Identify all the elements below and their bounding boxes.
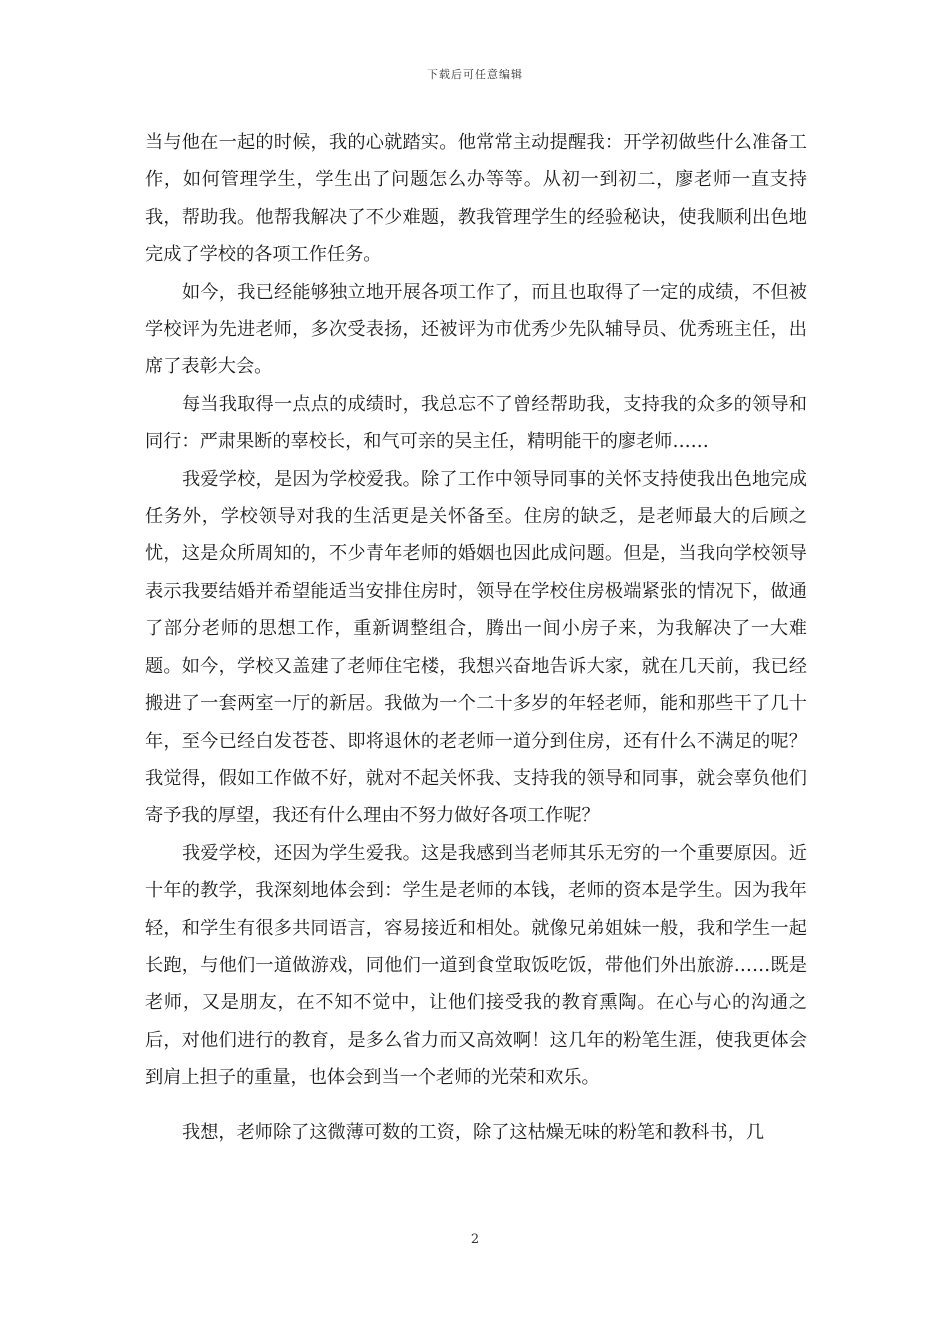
document-body	[145, 124, 807, 1151]
page-header: 下载后可任意编辑	[427, 68, 523, 81]
paragraph-gratitude: 每当我取得一点点的成绩时，我总忘不了曾经帮助我，支持我的众多的领导和同行：严肃果断的辜校长，和气可亲的吴主任，精明能干的廖老师……	[145, 393, 807, 453]
page-number: 2	[470, 1232, 480, 1247]
paragraph-achievements: 如今，我已经能够独立地开展各项工作了，而且也取得了一定的成绩，不但被学校评为先进老师，多次受表扬，还被评为市优秀少先队辅导员、优秀班主任，出席了表彰大会。	[145, 281, 807, 378]
paragraph-closing-start: 我想，老师除了这微薄可数的工资，除了这枯燥无味的粉笔和教科书，几	[182, 1121, 765, 1143]
paragraph-school-loves-me: 我爱学校，是因为学校爱我。除了工作中领导同事的关怀支持使我出色地完成任务外，学校领导对我的生活更是关怀备至。住房的缺乏，是老师最大的后顾之忧，这是众所周知的，不少青年老师的婚姻也因此成问题。但是，当我向学校领导表示我要结婚并希望能适当安排住房时，领导在学校住房极端紧张的情况下，做通了部分老师的思想工作，重新调整组合，腾出一间小房子来，为我解决了一大难题。如今，学校又盖建了老师住宅楼，我想兴奋地告诉大家，就在几天前，我已经搬进了一套两室一厅的新居。我做为一个二十多岁的年轻老师，能和那些干了几十年，至今已经白发苍苍、即将退休的老老师一道分到住房，还有什么不满足的呢？我觉得，假如工作做不好，就对不起关怀我、支持我的领导和同事，就会辜负他们寄予我的厚望，我还有什么理由不努力做好各项工作呢？	[145, 468, 807, 827]
paragraph-continuation: 当与他在一起的时候，我的心就踏实。他常常主动提醒我：开学初做些什么准备工作，如何管理学生，学生出了问题怎么办等等。从初一到初二，廖老师一直支持我，帮助我。他帮我解决了不少难题，教我管理学生的经验秘诀，使我顺利出色地完成了学校的各项工作任务。	[145, 132, 807, 266]
paragraph-students-love-me: 我爱学校，还因为学生爱我。这是我感到当老师其乐无穷的一个重要原因。近十年的教学，我深刻地体会到：学生是老师的本钱，老师的资本是学生。因为我年轻，和学生有很多共同语言，容易接近和相处。就像兄弟姐妹一般，我和学生一起长跑，与他们一道做游戏，同他们一道到食堂取饭吃饭，带他们外出旅游……既是老师，又是朋友，在不知不觉中，让他们接受我的教育熏陶。在心与心的沟通之后，对他们进行的教育，是多么省力而又高效啊！这几年的粉笔生涯，使我更体会到肩上担子的重量，也体会到当一个老师的光荣和欢乐。	[145, 842, 807, 1089]
